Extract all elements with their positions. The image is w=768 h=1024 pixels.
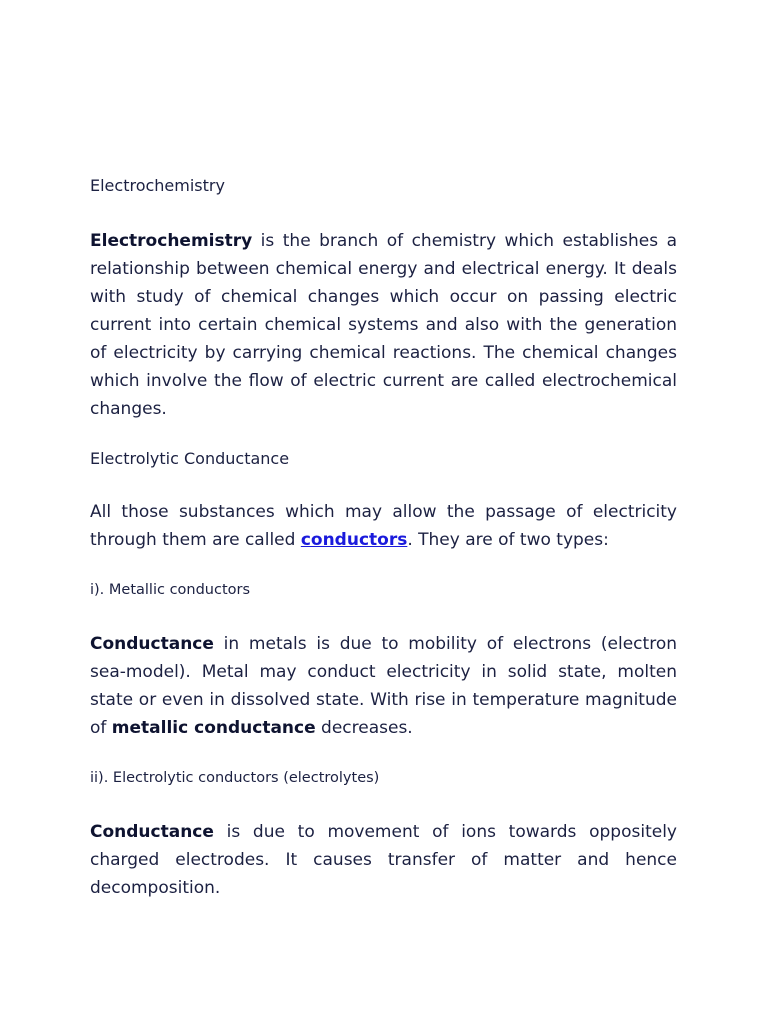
heading-metallic-conductors: i). Metallic conductors [90,582,251,598]
bold-term: Electrochemistry [90,231,253,251]
bold-term: Conductance [90,822,214,842]
paragraph-text: . They are of two types: [407,530,609,550]
bold-term: Conductance [90,634,214,654]
paragraph-text: is the branch of chemistry which establishes a relationship between chemical energy and electrical energy. It deals with study of chemical changes which occur on passing electric current into certain chemical systems and also with the generation of electricity by carrying chemical reactions. The chemical changes which involve the flow of electric current are called electrochemical changes. [90,231,677,419]
heading-electrolytic-conductance: Electrolytic Conductance [90,449,290,468]
heading-electrolytic-conductors: ii). Electrolytic conductors (electrolytes) [90,770,380,786]
conductors-link[interactable]: conductors [300,530,408,550]
paragraph-text: decreases. [315,718,413,738]
paragraph-electrolytic-conductance [90,818,677,902]
paragraph-text: All those substances which may allow the passage of electricity through them are called [90,502,677,550]
paragraph-text: in metals is due to mobility of electrons (electron sea-model). Metal may conduct electricity in solid state, molten state or even in dissolved state. With rise in temperature magnitude of [90,634,677,738]
paragraph-electrochemistry [90,227,677,423]
paragraph-metallic-conductance [90,630,677,742]
paragraph-conductors [90,498,677,554]
bold-term: metallic conductance [111,718,316,738]
paragraph-text: is due to movement of ions towards oppositely charged electrodes. It causes transfer of matter and hence decomposition. [90,822,677,898]
heading-electrochemistry: Electrochemistry [90,176,225,195]
